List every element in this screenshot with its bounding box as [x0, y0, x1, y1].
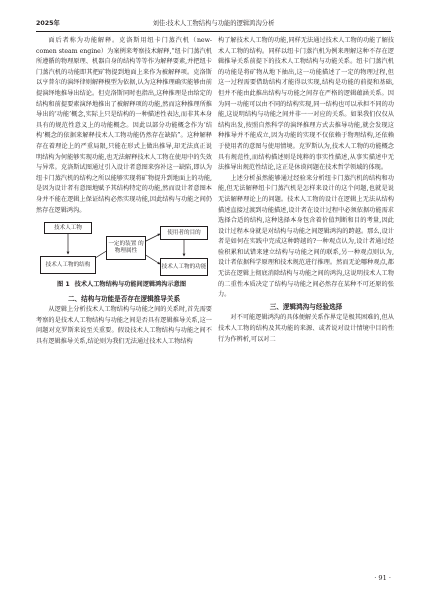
figure-box-artifact: 技术人工物 [44, 222, 92, 234]
right-column [218, 36, 394, 345]
left-paragraph: 从逻辑上分析技术人工物结构与功能之间的关系时,首先需要考察的是技术人工物结构与功能之间是否具有逻辑推导关系,这一问题对克罗斯来说至关重要。假设技术人工物结构与功能之间不具有逻辑推导关系,结论则为我们无法通过技术人工物结构 [36, 306, 212, 346]
left-column [36, 36, 212, 348]
journal-year: 2025年 [36, 20, 60, 27]
running-title: 刘佳:技术人工物结构与功能的逻辑鸿沟分析 [152, 20, 275, 27]
figure-box-structure: 技术人工物的结构 [40, 256, 96, 274]
figure-caption [36, 280, 212, 291]
figure-box-physical-properties: 一定的装置 的物理属性 [106, 236, 146, 260]
figure-caption-number: 图 1 [56, 281, 70, 289]
right-paragraph: 对不可能逻辑鸿沟的具体便解关系作界定是极其困难的,但从技术人工物的结构及其功能的来源、或者说对设计情境中目的性行为作辨析,可以对二 [218, 314, 394, 343]
figure-caption-text: 技术人工物结构与功能间逻辑鸿沟示意图 [74, 281, 187, 289]
page-number: · 91 · [374, 574, 391, 582]
section-title-3: 三、逻辑鸿沟与经验选择 [269, 302, 343, 311]
header-rule [36, 31, 391, 32]
figure-box-function: 技术人工物的功能 [160, 258, 208, 276]
right-paragraph: 上述分析虽然能够通过经验来分析纽卡门蒸汽机的结构和功能,但无法解释纽卡门蒸汽机是怎样来设计的这个问题,也就是说无法解释理论上的问题。技术人工物的设计在逻辑上无法从结构描述直接过渡到功能描述,设计者在设计过程中必须依据功能需求选择合适的结构,这种选择本身包含着价值判断和目的考量,因此设计过程本身就是对结构与功能之间逻辑鸿沟的跨越。那么,设计者是如何在实践中完成这种跨越的?一种观点认为,设计者通过经验积累和试错来建立结构与功能之间的联系,另一种观点则认为,设计者依据科学原理和技术规范进行推理。然而无论哪种观点,都无法在逻辑上彻底消除结构与功能之间的鸿沟,这说明技术人工物的二重性本质决定了结构与功能之间必然存在某种不可还原的张力。 [218, 174, 394, 299]
running-head [36, 18, 391, 30]
left-paragraph: 面后者称为功能解释。克洛斯用纽卡门蒸汽机（new-comen steam engine）为案例来考察技术解释,“纽卡门蒸汽机所遵循的物理原理、机器自身的结构等等作为解释要素,并把纽卡门蒸汽机的功能即其把矿物提到地面上来作为被解释项。克洛斯以亨普尔的演绎律则解释模型为依据,认为这种推理确实能够由前提演绎地推导出结论。但克洛斯同时也指出,这种推理是由给定的结构和前提要素演绎地推出了被解释项的功能,然而这种推理所推导出的‘功能’概念,实际上只是结构的一种描述性表达,而非其本身具有的规范性意义上的功能概念。因此以部分功能概念作为‘结构’概念的依据来解释技术人工物功能仍然存在缺陷”。这种解释存在着理论上的严重局限,只能在形式上做出推导,却无法真正说明结构为何能够实现功能,也无法解释技术人工物在使用中的失效与异常。克洛斯试图通过引入设计者意图来弥补这一缺陷,即认为纽卡门蒸汽机的结构之所以能够实现将矿物提升到地面上的功能,是因为设计者有意图地赋予其结构特定的功能,然而设计者意图本身并不能在逻辑上保证结构必然实现功能,因此结构与功能之间仍然存在逻辑鸿沟。 [36, 37, 212, 214]
figure-1 [36, 220, 212, 278]
figure-box-user-purpose: 使用者的目的 [160, 226, 208, 240]
section-title-2: 二、结构与功能是否存在逻辑推导关系 [67, 294, 181, 303]
right-paragraph: 构了解技术人工物的功能,同样无法通过技术人工物的功能了解技术人工物的结构。同样以纽卡门蒸汽机为例来理解这种不存在逻辑推导关系前提下的技术人工物结构与功能关系。纽卡门蒸汽机的功能是将矿物从地下抽出,这一功能描述了一定的物理过程,但这一过程需要借助结构才能得以实现,结构是功能的前提和基础,但并不能由此推出结构与功能之间存在严格的逻辑蕴涵关系。因为同一功能可以由不同的结构实现,同一结构也可以承担不同的功能,这说明结构与功能之间并非一一对应的关系。如果我们仅仅从结构出发,按照自然科学的演绎推理方式去推导功能,就会发现这种推导并不能成立,因为功能的实现不仅依赖于物理结构,还依赖于使用者的意图与使用情境。克罗斯认为,技术人工物的功能概念具有规范性,而结构描述则是纯粹的事实性描述,从事实描述中无法推导出规范性结论,这正是休谟问题在技术哲学领域的体现。 [218, 37, 394, 172]
